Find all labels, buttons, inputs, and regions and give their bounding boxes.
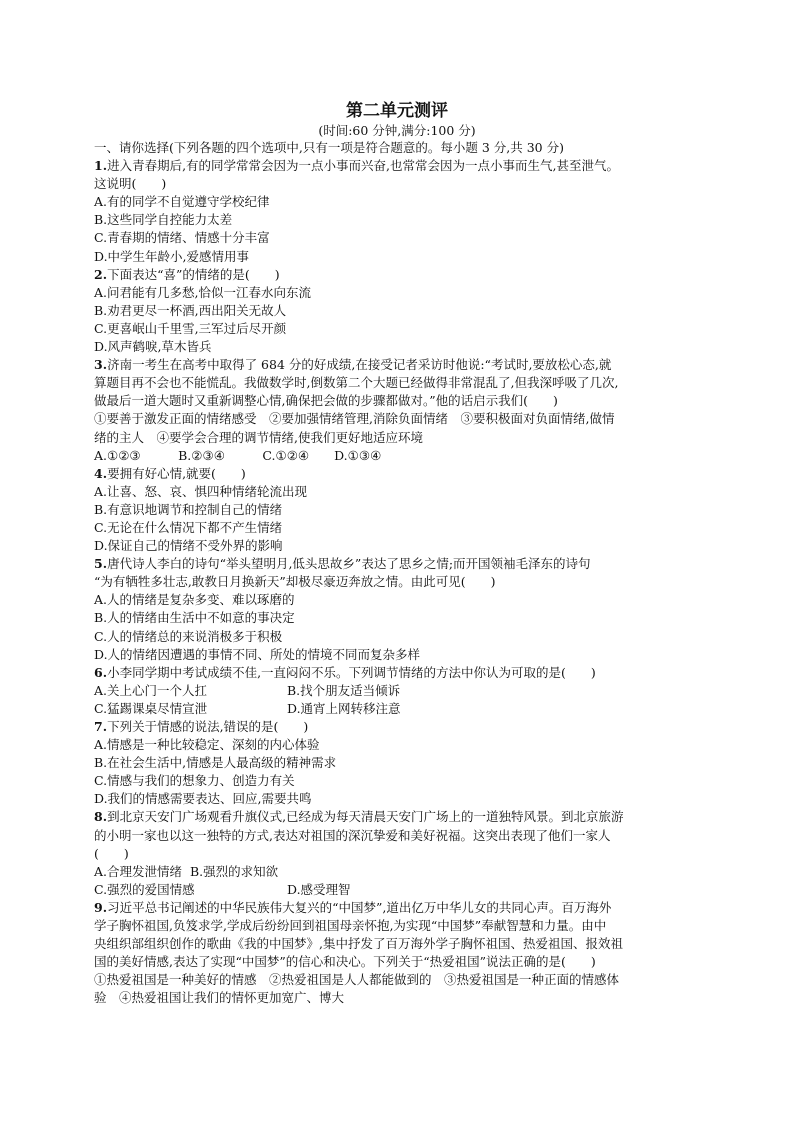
exam-content bbox=[94, 100, 700, 1008]
question-stem-cont: 的小明一家也以这一独特的方式,表达对祖国的深沉挚爱和美好祝福。这突出表现了他们一家人 bbox=[94, 827, 611, 843]
question-9 bbox=[94, 899, 700, 1008]
option-row bbox=[94, 863, 700, 881]
question-stem-cont: 做最后一道大题时又重新调整心情,确保把会做的步骤都做对。”他的话启示我们( ) bbox=[94, 393, 558, 409]
statement-list: ①要善于激发正面的情绪感受 ②要加强情绪管理,消除负面情绪 ③要积极面对负面情绪,做情 bbox=[94, 411, 615, 427]
question-stem bbox=[94, 664, 700, 682]
option-a[interactable]: A.问君能有几多愁,恰似一江春水向东流 bbox=[94, 284, 311, 300]
option-d[interactable]: D.风声鹤唳,草木皆兵 bbox=[94, 339, 212, 355]
question-8 bbox=[94, 808, 700, 898]
question-6 bbox=[94, 664, 700, 718]
option-d[interactable]: D.保证自己的情绪不受外界的影响 bbox=[94, 538, 283, 554]
option-c[interactable]: C.更喜岷山千里雪,三军过后尽开颜 bbox=[94, 320, 287, 336]
question-stem bbox=[94, 157, 700, 175]
question-stem bbox=[94, 555, 700, 573]
question-stem-cont: 算题目再不会也不能慌乱。我做数学时,倒数第二个大题已经做得非常混乱了,但我深呼吸了几次, bbox=[94, 375, 619, 391]
question-number: 9. bbox=[94, 899, 108, 915]
question-stem bbox=[94, 899, 700, 917]
option-d[interactable]: D.感受理智 bbox=[287, 881, 351, 897]
option-b[interactable]: B.在社会生活中,情感是人最高级的精神需求 bbox=[94, 755, 337, 771]
option-c[interactable]: C.猛踢课桌尽情宣泄 bbox=[94, 700, 208, 716]
option-d[interactable]: D.中学生年龄小,爱感情用事 bbox=[94, 248, 250, 264]
option-d[interactable]: D.我们的情感需要表达、回应,需要共鸣 bbox=[94, 791, 312, 807]
stem-text: 要拥有好心情,就要( ) bbox=[107, 465, 246, 481]
page-title: 第二单元测评 bbox=[346, 101, 448, 121]
statement-list-cont: 绪的主人 ④要学会合理的调节情绪,使我们更好地适应环境 bbox=[94, 429, 423, 445]
question-stem-cont: ( ) bbox=[94, 845, 129, 861]
option-b[interactable]: B.强烈的求知欲 bbox=[189, 863, 279, 879]
option-a[interactable]: A.人的情绪是复杂多变、难以琢磨的 bbox=[94, 592, 295, 608]
option-a[interactable]: A.让喜、怒、哀、惧四种情绪轮流出现 bbox=[94, 483, 308, 499]
question-stem-cont: 学子胸怀祖国,负笈求学,学成后纷纷回到祖国母亲怀抱,为实现“中国梦”奉献智慧和力量。由中 bbox=[94, 918, 607, 934]
option-c[interactable]: C.无论在什么情况下都不产生情绪 bbox=[94, 519, 283, 535]
stem-text: 习近平总书记阐述的中华民族伟大复兴的“中国梦”,道出亿万中华儿女的共同心声。百万海外 bbox=[107, 899, 612, 915]
question-4 bbox=[94, 465, 700, 555]
option-b[interactable]: B.找个朋友适当倾诉 bbox=[287, 682, 401, 698]
statement-list-cont: 验 ④热爱祖国让我们的情怀更加宽广、博大 bbox=[94, 990, 345, 1006]
option-c[interactable]: C.青春期的情绪、情感十分丰富 bbox=[94, 230, 270, 246]
stem-text: 下列关于情感的说法,错误的是( ) bbox=[107, 719, 309, 734]
option-row bbox=[94, 881, 700, 899]
question-stem bbox=[94, 266, 700, 284]
question-number: 6. bbox=[94, 664, 108, 680]
option-b[interactable]: B.有意识地调节和控制自己的情绪 bbox=[94, 501, 283, 517]
option-d[interactable]: D.通宵上网转移注意 bbox=[287, 700, 401, 716]
stem-text: 济南一考生在高考中取得了 684 分的好成绩,在接受记者采访时他说:“考试时,要放松心态,就 bbox=[107, 357, 612, 373]
stem-text: 唐代诗人李白的诗句“举头望明月,低头思故乡”表达了思乡之情;而开国领袖毛泽东的诗句 bbox=[107, 556, 591, 572]
question-stem-cont: 央组织部组织创作的歌曲《我的中国梦》,集中抒发了百万海外学子胸怀祖国、热爱祖国、报效祖 bbox=[94, 936, 623, 952]
question-stem-cont: “为有牺牲多壮志,敢教日月换新天”却极尽豪迈奔放之情。由此可见( ) bbox=[94, 574, 496, 590]
question-number: 2. bbox=[94, 266, 108, 282]
option-a[interactable]: A.情感是一种比较稳定、深刻的内心体验 bbox=[94, 737, 320, 753]
option-c[interactable]: C.强烈的爱国情感 bbox=[94, 881, 195, 897]
stem-text: 到北京天安门广场观看升旗仪式,已经成为每天清晨天安门广场上的一道独特风景。到北京旅游 bbox=[107, 809, 624, 825]
option-b[interactable]: B.这些同学自控能力太差 bbox=[94, 212, 233, 228]
statement-list: ①热爱祖国是一种美好的情感 ②热爱祖国是人人都能做到的 ③热爱祖国是一种正面的情感体 bbox=[94, 972, 620, 988]
option-d[interactable]: D.人的情绪因遭遇的事情不同、所处的情境不同而复杂多样 bbox=[94, 646, 421, 662]
question-stem bbox=[94, 808, 700, 826]
option-a[interactable]: A.关上心门一个人扛 bbox=[94, 682, 208, 698]
question-number: 5. bbox=[94, 556, 108, 572]
option-row bbox=[94, 700, 700, 718]
question-number: 8. bbox=[94, 809, 108, 825]
answer-choices[interactable]: A.①②③ B.②③④ C.①②④ D.①③④ bbox=[94, 447, 382, 463]
question-stem bbox=[94, 465, 700, 483]
stem-text: 小李同学期中考试成绩不佳,一直闷闷不乐。下列调节情绪的方法中你认为可取的是( ) bbox=[107, 664, 596, 680]
question-2 bbox=[94, 266, 700, 356]
option-c[interactable]: C.人的情绪总的来说消极多于积极 bbox=[94, 628, 283, 644]
question-stem bbox=[94, 356, 700, 374]
question-1 bbox=[94, 157, 700, 266]
option-a[interactable]: A.合理发泄情绪 bbox=[94, 863, 183, 879]
section-heading: 一、请你选择(下列各题的四个选项中,只有一项是符合题意的。每小题 3 分,共 30 分) bbox=[94, 140, 564, 155]
question-number: 1. bbox=[94, 158, 108, 174]
question-7 bbox=[94, 718, 700, 808]
question-3 bbox=[94, 356, 700, 465]
question-number: 7. bbox=[94, 719, 108, 734]
option-row bbox=[94, 682, 700, 700]
option-c[interactable]: C.情感与我们的想象力、创造力有关 bbox=[94, 773, 295, 789]
option-b[interactable]: B.人的情绪由生活中不如意的事决定 bbox=[94, 610, 295, 626]
question-number: 3. bbox=[94, 357, 108, 373]
option-b[interactable]: B.劝君更尽一杯酒,西出阳关无故人 bbox=[94, 302, 287, 318]
question-stem-cont: 国的美好情感,表达了实现“中国梦”的信心和决心。下列关于“热爱祖国”说法正确的是( ) bbox=[94, 954, 596, 970]
stem-text: 下面表达“喜”的情绪的是( ) bbox=[107, 266, 280, 282]
question-5 bbox=[94, 555, 700, 664]
question-stem-cont: 这说明( ) bbox=[94, 176, 167, 192]
exam-time-info: (时间:60 分钟,满分:100 分) bbox=[318, 123, 476, 138]
question-number: 4. bbox=[94, 465, 108, 481]
option-a[interactable]: A.有的同学不自觉遵守学校纪律 bbox=[94, 194, 270, 210]
stem-text: 进入青春期后,有的同学常常会因为一点小事而兴奋,也常常会因为一点小事而生气,甚至泄气。 bbox=[107, 158, 619, 174]
question-stem bbox=[94, 718, 700, 736]
